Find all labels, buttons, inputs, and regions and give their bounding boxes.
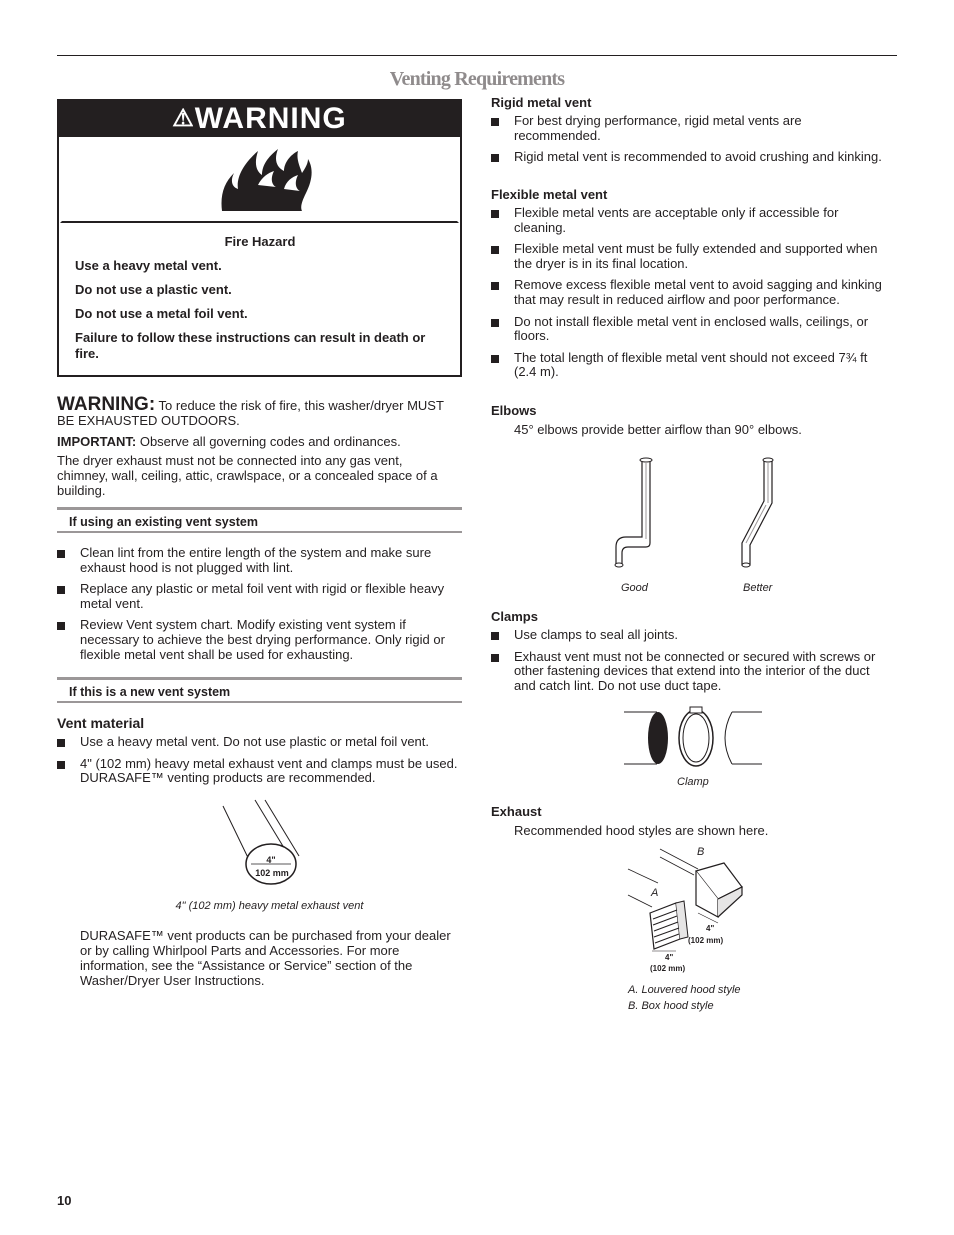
warning-statement-text: To reduce the risk of fire, this washer/dryer MUST BE EXHAUSTED OUTDOORS. — [57, 398, 444, 428]
list-item: Clean lint from the entire length of the system and make sure exhaust hood is not plugged with lint. — [57, 546, 462, 575]
important-text: Observe all governing codes and ordinances. — [139, 434, 401, 449]
warning-box — [57, 99, 462, 377]
page-title: Venting Requirements — [389, 68, 565, 90]
list-item: Flexible metal vents are acceptable only if accessible for cleaning. — [491, 206, 886, 235]
vent-pipe-figure — [215, 798, 315, 888]
warning-triangle-icon: ⚠ — [172, 105, 195, 132]
elbows-text: 45° elbows provide better airflow than 90° elbows. — [514, 422, 802, 437]
elbow-good-caption: Good — [621, 582, 648, 594]
fire-hazard-label: Fire Hazard — [224, 234, 296, 249]
new-system-header — [57, 677, 462, 703]
list-item: 4" (102 mm) heavy metal exhaust vent and clamps must be used. DURASAFE™ venting products are recommended. — [57, 757, 462, 786]
clamps-heading: Clamps — [491, 609, 538, 624]
louvered-hood-caption: A. Louvered hood style — [628, 984, 741, 996]
hood-styles-figure — [620, 843, 750, 978]
warning-line: Do not use a plastic vent. — [75, 282, 232, 297]
warning-line: Do not use a metal foil vent. — [75, 306, 248, 321]
flexible-heading: Flexible metal vent — [491, 187, 608, 202]
list-item: Replace any plastic or metal foil vent with rigid or flexible heavy metal vent. — [57, 582, 462, 611]
warning-line: Use a heavy metal vent. — [75, 258, 222, 273]
elbow-better-caption: Better — [743, 582, 773, 594]
warning-header: ⚠WARNING — [59, 101, 460, 137]
durasafe-paragraph: DURASAFE™ vent products can be purchased from your dealer or by calling Whirlpool Parts and Accessories. For more information, see the “Assistance or Service” section of the Washer/Dryer User Instructions. — [80, 928, 451, 988]
list-item: For best drying performance, rigid metal vents are recommended. — [491, 114, 891, 143]
new-system-title: If this is a new vent system — [69, 685, 231, 699]
fire-symbol-panel — [60, 137, 459, 223]
clamps-list — [491, 628, 891, 700]
clamp-caption: Clamp — [677, 776, 709, 788]
list-item: Use clamps to seal all joints. — [491, 628, 891, 643]
list-item: Rigid metal vent is recommended to avoid crushing and kinking. — [491, 150, 891, 165]
louvered-hood-dim-inch: 4" — [665, 953, 674, 962]
elbows-heading: Elbows — [491, 403, 537, 418]
pipe-dimension-inch: 4" — [266, 855, 276, 865]
existing-system-header — [57, 507, 462, 533]
warning-statement — [57, 394, 462, 428]
list-item: Use a heavy metal vent. Do not use plastic or metal foil vent. — [57, 735, 462, 750]
important-label: IMPORTANT: — [57, 434, 137, 449]
box-hood-dim-mm: (102 mm) — [688, 936, 724, 945]
pipe-figure-caption: 4" (102 mm) heavy metal exhaust vent — [175, 900, 364, 912]
exhaust-heading: Exhaust — [491, 804, 542, 819]
page-number: 10 — [57, 1193, 72, 1208]
louvered-hood-label: A — [651, 887, 659, 899]
list-item: Exhaust vent must not be connected or secured with screws or other fastening devices that extend into the interior of the duct and catch lint. Do not use duct tape. — [491, 650, 891, 694]
clamp-figure — [622, 704, 767, 774]
box-hood-label: B — [697, 846, 705, 858]
warning-line: Failure to follow these instructions can result in death or fire. — [75, 330, 426, 361]
existing-system-title: If using an existing vent system — [69, 515, 258, 529]
warning-word: WARNING: — [57, 394, 156, 415]
important-note — [57, 434, 462, 449]
pipe-dimension-mm: 102 mm — [255, 868, 289, 878]
list-item: Remove excess flexible metal vent to avoid sagging and kinking that may result in reduced airflow and poor performance. — [491, 278, 886, 307]
elbow-figures — [600, 455, 790, 580]
box-hood-caption: B. Box hood style — [628, 1000, 714, 1012]
intro-paragraph: The dryer exhaust must not be connected into any gas vent, chimney, wall, ceiling, attic, crawlspace, or a concealed space of a building. — [57, 453, 438, 498]
rigid-heading: Rigid metal vent — [491, 95, 592, 110]
rigid-list — [491, 114, 891, 172]
vent-material-list — [57, 735, 462, 793]
list-item: Do not install flexible metal vent in enclosed walls, ceilings, or floors. — [491, 315, 886, 344]
louvered-hood-dim-mm: (102 mm) — [650, 964, 686, 973]
fire-icon — [62, 137, 457, 221]
flexible-list — [491, 206, 886, 387]
list-item: Flexible metal vent must be fully extended and supported when the dryer is in its final location. — [491, 242, 886, 271]
list-item: The total length of flexible metal vent should not exceed 7¾ ft (2.4 m). — [491, 351, 886, 380]
list-item: Review Vent system chart. Modify existing vent system if necessary to achieve the best drying performance. Only rigid or flexible metal vent shall be used for exhausting. — [57, 618, 462, 662]
vent-material-heading: Vent material — [57, 715, 145, 731]
top-rule — [57, 55, 897, 56]
warning-text — [75, 234, 445, 370]
exhaust-text: Recommended hood styles are shown here. — [514, 823, 769, 838]
box-hood-dim-inch: 4" — [706, 924, 715, 933]
existing-system-list — [57, 546, 462, 669]
